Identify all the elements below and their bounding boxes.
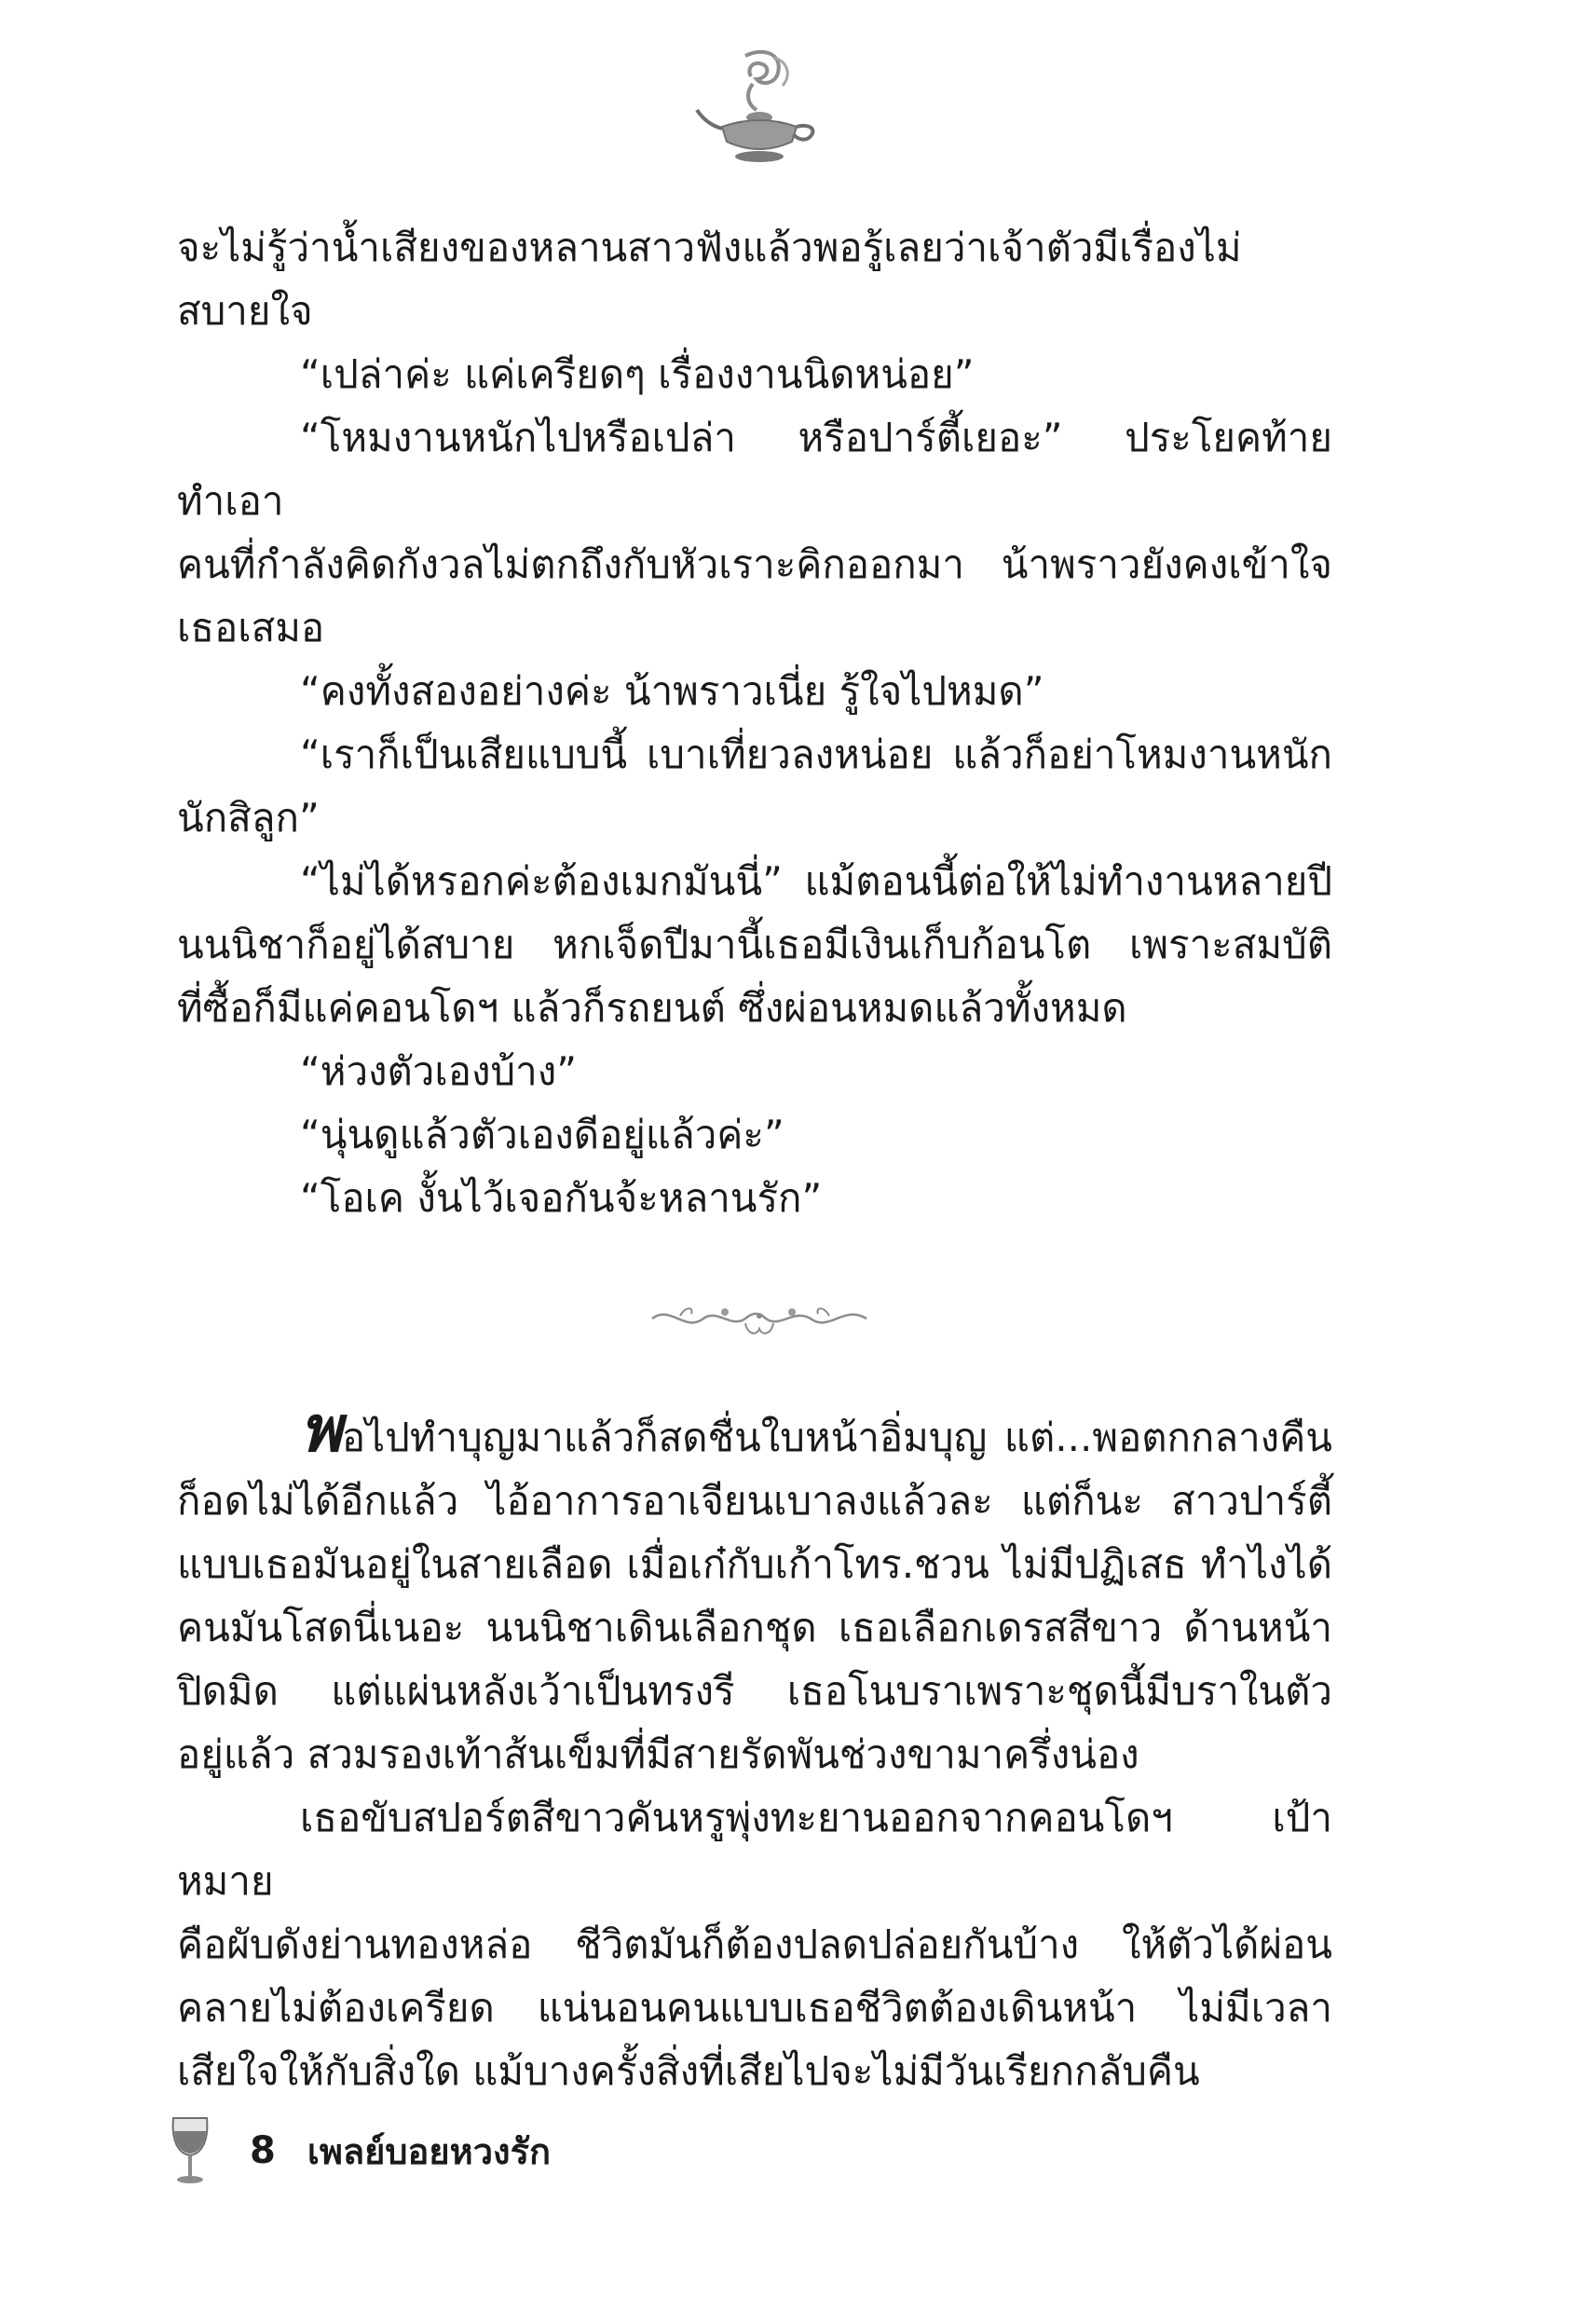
paragraph-line-text: อไปทำบุญมาแล้วก็สดชื่นใบหน้าอิ่มบุญ แต่...พอตกกลางคืน [341,1415,1332,1460]
paragraph-line: เสียใจให้กับสิ่งใด แม้บางครั้งสิ่งที่เสียไปจะไม่มีวันเรียกกลับคืน [177,2048,1200,2094]
paragraph-line: “นุ่นดูแล้วตัวเองดีอยู่แล้วค่ะ” [300,1112,784,1157]
paragraph-line: “ห่วงตัวเองบ้าง” [300,1048,577,1094]
page-number: 8 [250,2129,276,2172]
paragraph-line: คนมันโสดนี่เนอะ นนนิชาเดินเลือกชุด เธอเลือกเดรสสีขาว ด้านหน้า [177,1605,1332,1650]
paragraph-line: จะไม่รู้ว่าน้ำเสียงของหลานสาวฟังแล้วพอรู้เลยว่าเจ้าตัวมีเรื่องไม่สบายใจ [177,225,1242,334]
paragraph-line: นักสิลูก” [177,795,320,841]
page-footer [168,2113,820,2188]
paragraph-line: ปิดมิด แต่แผ่นหลังเว้าเป็นทรงรี เธอโนบราเพราะชุดนี้มีบราในตัว [177,1668,1332,1714]
paragraph-line: เธอขับสปอร์ตสีขาวคันหรูพุ่งทะยานออกจากคอนโดฯ เป้าหมาย [177,1795,1332,1904]
book-title: เพลย์บอยหวงรัก [307,2130,552,2172]
paragraph-line: ก็อดไม่ได้อีกแล้ว ไอ้อาการอาเจียนเบาลงแล้วละ แต่ก็นะ สาวปาร์ตี้ [177,1478,1332,1524]
paragraph-line: อยู่แล้ว สวมรองเท้าส้นเข็มที่มีสายรัดพันช่วงขามาครึ่งน่อง [177,1731,1139,1777]
text-section-2 [177,1392,1332,2103]
paragraph-line: “โอเค งั้นไว้เจอกันจ้ะหลานรัก” [300,1175,823,1221]
paragraph-line: “เราก็เป็นเสียแบบนี้ เบาเที่ยวลงหน่อย แล้วก็อย่าโหมงานหนัก [300,732,1332,777]
drop-cap: พ [300,1392,342,1467]
paragraph-line: นนนิชาก็อยู่ได้สบาย หกเจ็ดปีมานี้เธอมีเงินเก็บก้อนโต เพราะสมบัติ [177,922,1332,967]
floral-divider-icon [643,1295,876,1342]
paragraph-line: คือผับดังย่านทองหล่อ ชีวิตมันก็ต้องปลดปล่อยกันบ้าง ให้ตัวได้ผ่อน [177,1921,1332,1967]
paragraph-line: “เปล่าค่ะ แค่เครียดๆ เรื่องงานนิดหน่อย” [300,351,975,397]
text-section-1 [177,216,1332,1230]
paragraph-line: คลายไม่ต้องเครียด แน่นอนคนแบบเธอชีวิตต้องเดินหน้า ไม่มีเวลา [177,1985,1332,2031]
paragraph-line: เธอเสมอ [177,605,325,650]
wine-glass-icon [168,2114,212,2187]
paragraph-line: แบบเธอมันอยู่ในสายเลือด เมื่อเก๋กับเก้าโทร.ชวน ไม่มีปฏิเสธ ทำไงได้ [177,1541,1332,1587]
paragraph-line: ที่ซื้อก็มีแค่คอนโดฯ แล้วก็รถยนต์ ซึ่งผ่อนหมดแล้วทั้งหมด [177,985,1127,1031]
paragraph-line [177,1392,1332,1470]
paragraph-line: “โหมงานหนักไปหรือเปล่า หรือปาร์ตี้เยอะ” ประโยคท้ายทำเอา [177,415,1332,524]
paragraph-line: “คงทั้งสองอย่างค่ะ น้าพราวเนี่ย รู้ใจไปหมด” [300,668,1044,714]
paragraph-line: “ไม่ได้หรอกค่ะต้องเมกมันนี่” แม้ตอนนี้ต่อให้ไม่ทำงานหลายปี [300,858,1332,904]
genie-lamp-icon [689,37,829,177]
paragraph-line: คนที่กำลังคิดกังวลไม่ตกถึงกับหัวเราะคิกออกมา น้าพราวยังคงเข้าใจ [177,541,1332,587]
